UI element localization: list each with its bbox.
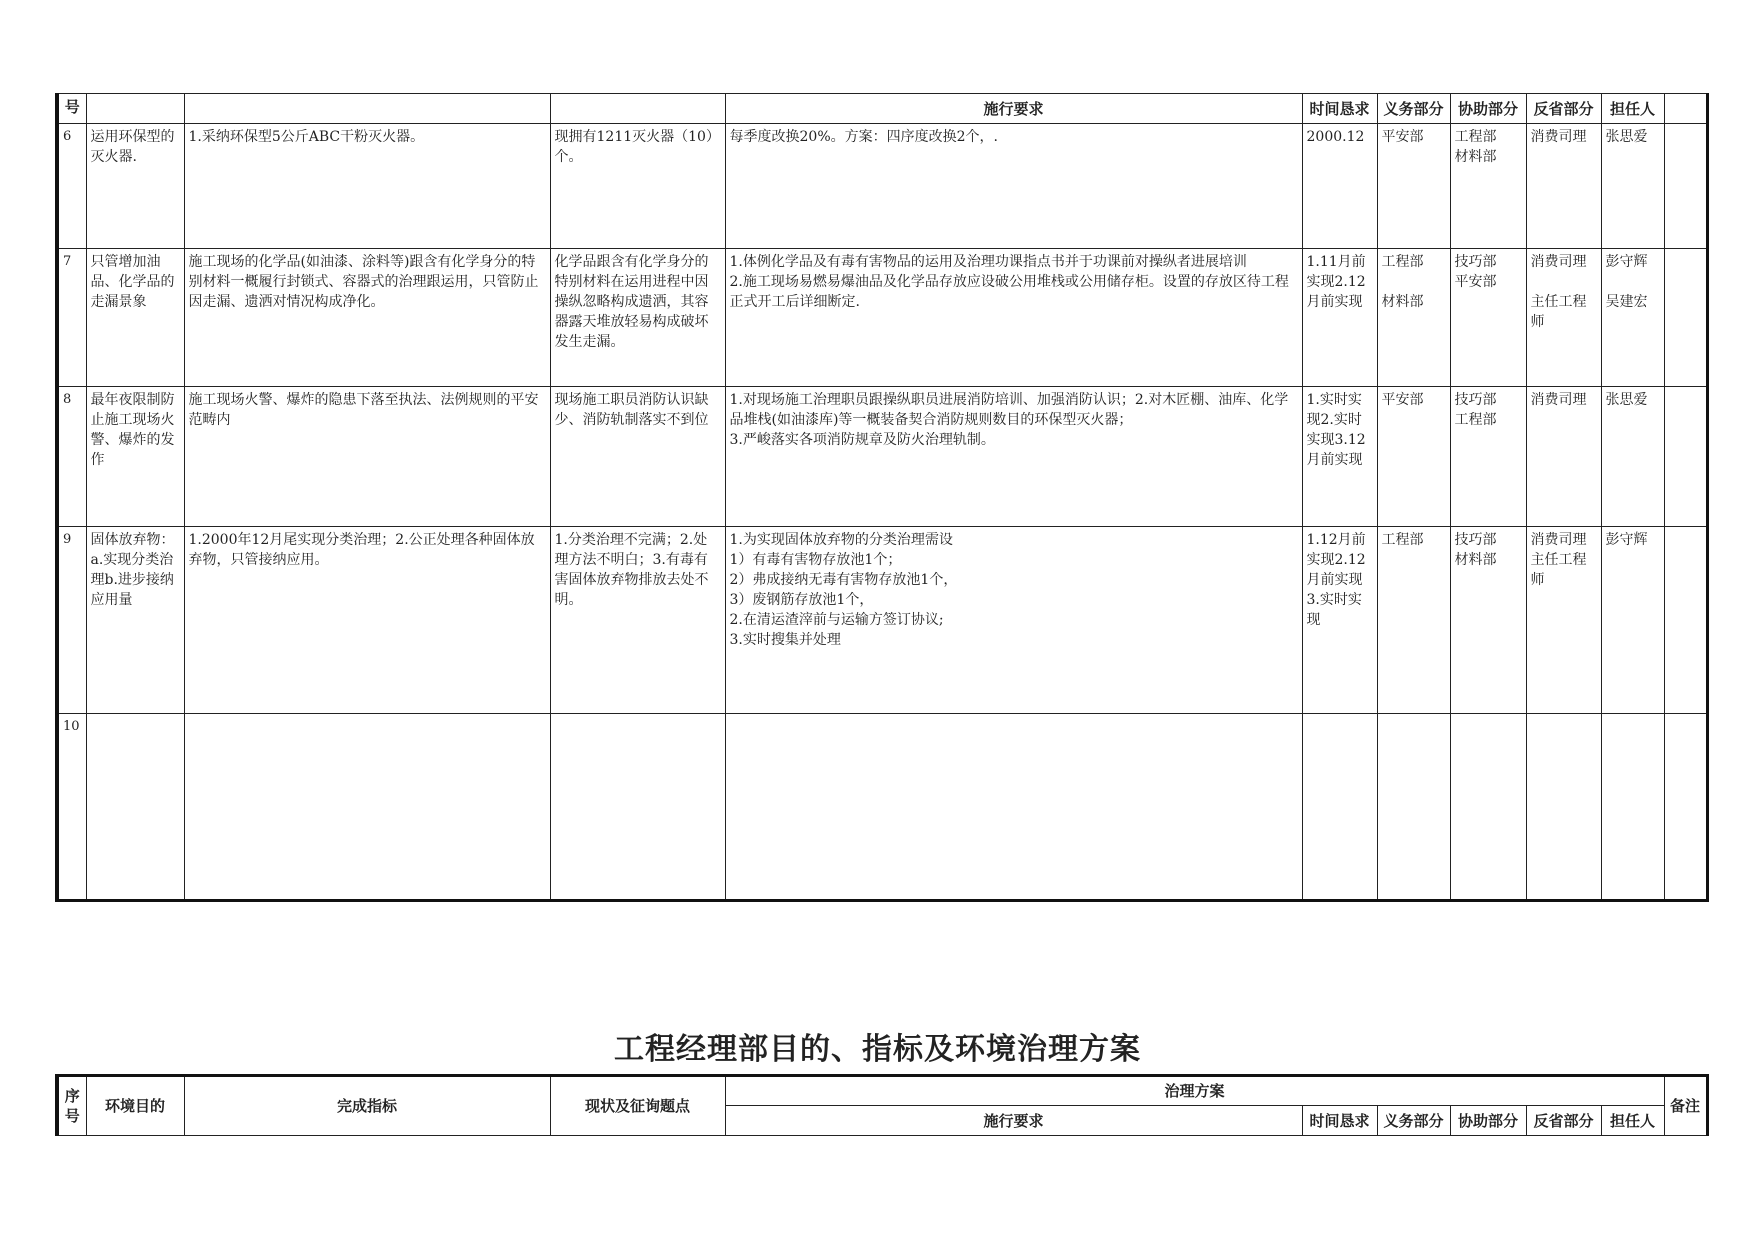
row-status: 化学品跟含有化学身分的特别材料在运用进程中因操纵忽略构成遗洒，其容器露天堆放轻易构成破坏发生走漏。 (550, 249, 725, 387)
table-row-10 (57, 714, 1707, 901)
page-title: 工程经理部目的、指标及环境治理方案 (614, 1032, 1141, 1067)
header-person: 担任人 (1601, 1106, 1664, 1136)
row-indicator (184, 714, 550, 901)
header-indicator-blank (184, 94, 550, 124)
header-person: 担任人 (1601, 94, 1664, 124)
row-seq: 8 (57, 387, 86, 527)
header-duty: 义务部分 (1377, 94, 1450, 124)
row-time: 1.12月前实现2.12月前实现3.实时实现 (1302, 527, 1377, 714)
header-target: 环境目的 (86, 1076, 184, 1136)
bottom-header-row-1 (57, 1076, 1707, 1106)
row-person: 彭守辉 吴建宏 (1601, 249, 1664, 387)
row-person: 张思爱 (1601, 387, 1664, 527)
row-assist: 技巧部 材料部 (1450, 527, 1526, 714)
header-remark-blank (1664, 94, 1707, 124)
header-review: 反省部分 (1526, 1106, 1601, 1136)
row-seq: 6 (57, 124, 86, 249)
row-duty (1377, 714, 1450, 901)
header-assist: 协助部分 (1450, 1106, 1526, 1136)
row-impl: 1.为实现固体放弃物的分类治理需设 1）有毒有害物存放池1个； 2）弗成接纳无毒有害物存放池1个， 3）废钢筋存放池1个， 2.在清运渣滓前与运输方签订协议; 3.实时搜集并处理 (725, 527, 1302, 714)
header-assist: 协助部分 (1450, 94, 1526, 124)
row-seq: 9 (57, 527, 86, 714)
header-indicator: 完成指标 (184, 1076, 550, 1136)
row-duty: 平安部 (1377, 387, 1450, 527)
row-review (1526, 714, 1601, 901)
row-review: 消费司理 (1526, 124, 1601, 249)
row-remark (1664, 387, 1707, 527)
row-person: 张思爱 (1601, 124, 1664, 249)
row-duty: 工程部 (1377, 527, 1450, 714)
table-row-6 (57, 124, 1707, 249)
header-review: 反省部分 (1526, 94, 1601, 124)
header-plan: 治理方案 (725, 1076, 1664, 1106)
top-table (55, 93, 1709, 902)
header-time: 时间恳求 (1302, 94, 1377, 124)
row-remark (1664, 124, 1707, 249)
row-time: 1.11月前实现2.12月前实现 (1302, 249, 1377, 387)
header-impl: 施行要求 (725, 94, 1302, 124)
header-seq: 序号 (57, 1076, 86, 1136)
row-target: 只管增加油品、化学品的走漏景象 (86, 249, 184, 387)
row-impl: 1.对现场施工治理职员跟操纵职员进展消防培训、加强消防认识；2.对木匠棚、油库、化学品堆栈(如油漆库)等一概装备契合消防规则数目的环保型灭火器； 3.严峻落实各项消防规章及防火治理轨制。 (725, 387, 1302, 527)
row-review: 消费司理 (1526, 387, 1601, 527)
row-remark (1664, 527, 1707, 714)
row-indicator: 施工现场火警、爆炸的隐患下落至执法、法例规则的平安范畴内 (184, 387, 550, 527)
row-assist (1450, 714, 1526, 901)
top-header-row (57, 94, 1707, 124)
row-target: 固体放弃物：a.实现分类治理b.进步接纳应用量 (86, 527, 184, 714)
row-impl: 每季度改换20%。方案：四序度改换2个，. (725, 124, 1302, 249)
row-target: 最年夜限制防止施工现场火警、爆炸的发作 (86, 387, 184, 527)
row-impl (725, 714, 1302, 901)
row-time (1302, 714, 1377, 901)
row-duty: 工程部 材料部 (1377, 249, 1450, 387)
header-status-blank (550, 94, 725, 124)
header-seq: 号 (57, 94, 86, 124)
row-person: 彭守辉 (1601, 527, 1664, 714)
table-row-7 (57, 249, 1707, 387)
row-status (550, 714, 725, 901)
header-target-blank (86, 94, 184, 124)
row-person (1601, 714, 1664, 901)
row-time: 1.实时实现2.实时实现3.12月前实现 (1302, 387, 1377, 527)
row-indicator: 1.2000年12月尾实现分类治理；2.公正处理各种固体放弃物，只管接纳应用。 (184, 527, 550, 714)
bottom-table (55, 1074, 1709, 1136)
row-indicator: 1.采纳环保型5公斤ABC干粉灭火器。 (184, 124, 550, 249)
row-impl: 1.体例化学品及有毒有害物品的运用及治理功课指点书并于功课前对操纵者进展培训 2.施工现场易燃易爆油品及化学品存放应设破公用堆栈或公用储存柜。设置的存放区待工程正式开工后详细断定. (725, 249, 1302, 387)
table-row-8 (57, 387, 1707, 527)
row-assist: 工程部 材料部 (1450, 124, 1526, 249)
header-status: 现状及征询题点 (550, 1076, 725, 1136)
row-status: 1.分类治理不完满；2.处理方法不明白；3.有毒有害固体放弃物排放去处不明。 (550, 527, 725, 714)
row-review: 消费司理 主任工程师 (1526, 249, 1601, 387)
row-assist: 技巧部 工程部 (1450, 387, 1526, 527)
header-time: 时间恳求 (1302, 1106, 1377, 1136)
row-seq: 10 (57, 714, 86, 901)
row-status: 现拥有1211灭火器（10）个。 (550, 124, 725, 249)
header-duty: 义务部分 (1377, 1106, 1450, 1136)
row-review: 消费司理 主任工程师 (1526, 527, 1601, 714)
header-remark: 备注 (1664, 1076, 1707, 1136)
row-remark (1664, 249, 1707, 387)
row-remark (1664, 714, 1707, 901)
row-status: 现场施工职员消防认识缺少、消防轨制落实不到位 (550, 387, 725, 527)
row-indicator: 施工现场的化学品(如油漆、涂料等)跟含有化学身分的特别材料一概履行封锁式、容器式的治理跟运用，只管防止因走漏、遗洒对情况构成净化。 (184, 249, 550, 387)
row-seq: 7 (57, 249, 86, 387)
header-impl: 施行要求 (725, 1106, 1302, 1136)
row-target: 运用环保型的灭火器. (86, 124, 184, 249)
row-assist: 技巧部 平安部 (1450, 249, 1526, 387)
row-duty: 平安部 (1377, 124, 1450, 249)
table-row-9 (57, 527, 1707, 714)
row-time: 2000.12 (1302, 124, 1377, 249)
row-target (86, 714, 184, 901)
